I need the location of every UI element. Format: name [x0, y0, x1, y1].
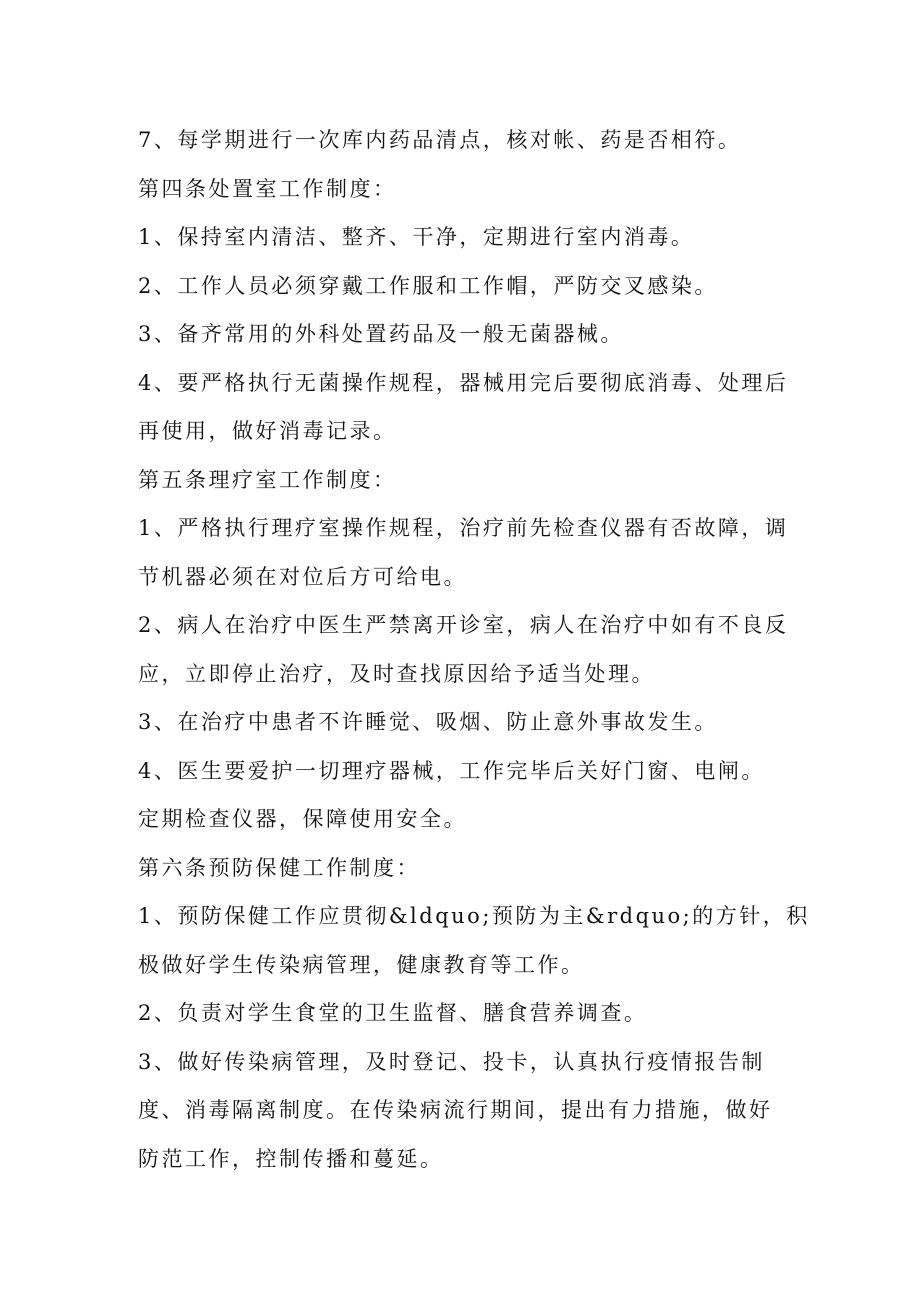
- text-line: 应，立即停止治疗，及时查找原因给予适当处理。: [138, 661, 655, 686]
- text-line: 2、负责对学生食堂的卫生监督、膳食营养调查。: [138, 1001, 648, 1025]
- section-heading: 第六条预防保健工作制度：: [138, 855, 420, 880]
- text-line: 3、做好传染病管理，及时登记、投卡，认真执行疫情报告制: [138, 1049, 765, 1074]
- text-line: 再使用，做好消毒记录。: [138, 419, 397, 443]
- text-line: 3、在治疗中患者不许睡觉、吸烟、防止意外事故发生。: [138, 710, 718, 734]
- text-line: 防范工作，控制传播和蔓延。: [138, 1146, 444, 1171]
- text-line: 度、消毒隔离制度。在传染病流行期间，提出有力措施，做好: [138, 1098, 773, 1122]
- section-heading: 第四条处置室工作制度：: [138, 176, 397, 201]
- text-line: 极做好学生传染病管理，健康教育等工作。: [138, 952, 585, 977]
- text-line: 节机器必须在对位后方可给电。: [138, 564, 467, 589]
- text-line: 7、每学期进行一次库内药品清点，核对帐、药是否相符。: [138, 128, 742, 152]
- text-line: 定期检查仪器，保障使用安全。: [138, 807, 467, 831]
- text-line: 1、严格执行理疗室操作规程，治疗前先检查仪器有否故障，调: [138, 516, 789, 540]
- text-line: 1、保持室内清洁、整齐、干净，定期进行室内消毒。: [138, 225, 695, 249]
- text-line: 1、预防保健工作应贯彻&ldquo;预防为主&rdquo;的方针，积: [138, 904, 810, 928]
- document-body: [138, 116, 810, 1183]
- text-line: 4、医生要爱护一切理疗器械，工作完毕后关好门窗、电闸。: [138, 758, 765, 783]
- text-line: 3、备齐常用的外科处置药品及一般无菌器械。: [138, 322, 624, 346]
- section-heading: 第五条理疗室工作制度：: [138, 467, 397, 492]
- text-line: 2、工作人员必须穿戴工作服和工作帽，严防交叉感染。: [138, 273, 718, 298]
- text-line: 4、要严格执行无菌操作规程，器械用完后要彻底消毒、处理后: [138, 370, 789, 395]
- text-line: 2、病人在治疗中医生严禁离开诊室，病人在治疗中如有不良反: [138, 613, 789, 637]
